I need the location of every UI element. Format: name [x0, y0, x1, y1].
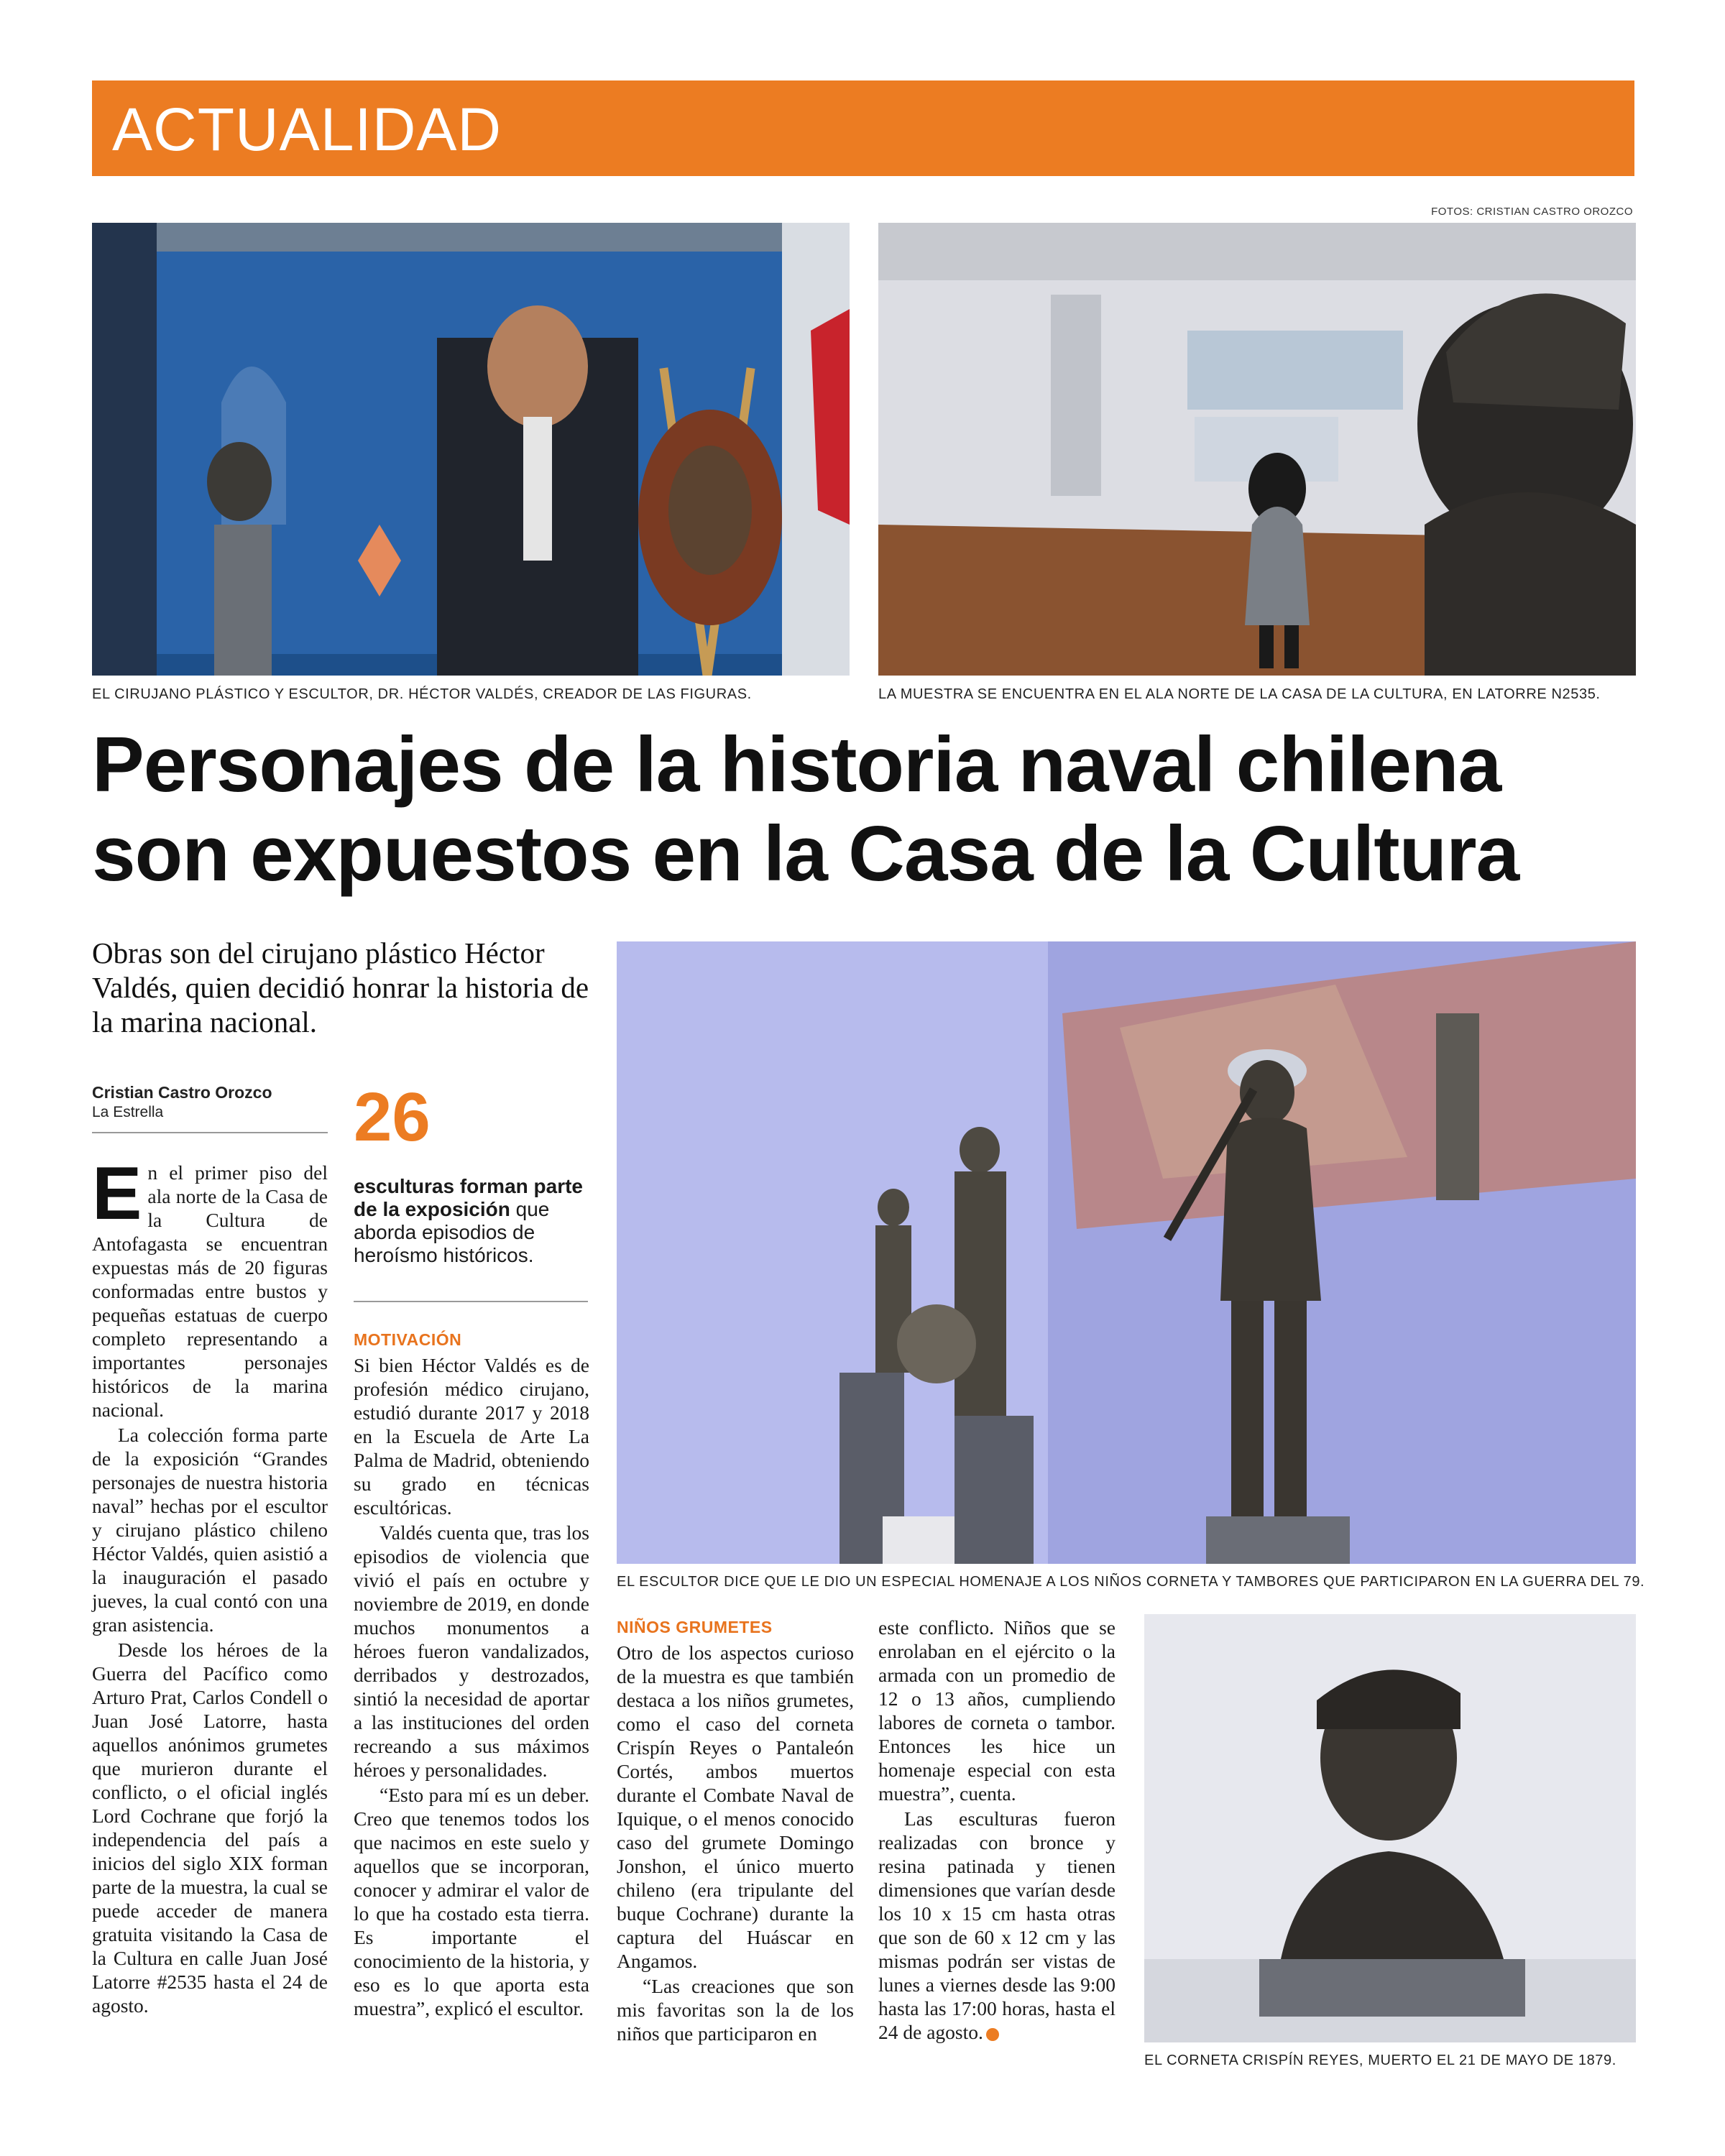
paragraph: Otro de los aspectos curioso de la muestra es que también destaca a los niños grumetes, como el caso del corneta Crispín Reyes o Pantaleón Cortés, ambos muertos durante el Combate Naval de Iquique, o el menos conocido caso del grumete Domingo Jonshon, el único muerto chileno (era tripulante del buque Cochrane) durante la captura del Huáscar en Angamos.	[617, 1641, 854, 1972]
byline-outlet: La Estrella	[92, 1104, 164, 1120]
byline-divider	[92, 1132, 328, 1133]
photo-sculptor-portrait	[92, 223, 850, 676]
headline-line-2: son expuestos en la Casa de la Cultura	[92, 810, 1519, 898]
paragraph	[92, 1152, 328, 1422]
photo-bust-crispin-reyes	[1144, 1614, 1636, 2042]
fact-text-bold: esculturas forman parte de la exposición	[354, 1175, 583, 1220]
photo-sculptures-display	[617, 941, 1636, 1564]
fact-box	[354, 1079, 588, 1267]
article-column-3	[617, 1616, 854, 2047]
paragraph: “Esto para mí es un deber. Creo que tenemos todos los que nacimos en este suelo y aquellos que se incorporan, conocer y admirar el valor de lo que ha costado esta tierra. Es importante el conocimiento de la historia, y eso es lo que aporta esta muestra”, explicó el escultor.	[354, 1784, 589, 2019]
section-subtitle-ninos-grumetes: NIÑOS GRUMETES	[617, 1618, 773, 1636]
paragraph: este conflicto. Niños que se enrolaban en el ejército o la armada con un promedio de 12 o 13 años, cumpliendo labores de corneta o tambor. Entonces les hice un homenaje especial con esta muestra”, cuenta.	[878, 1616, 1116, 1805]
paragraph: La colección forma parte de la exposición “Grandes personajes de nuestra historia naval” hechas por el escultor y cirujano plástico chileno Héctor Valdés, quien asistió a la inauguración el pasado jueves, la cual contó con una gran asistencia.	[92, 1424, 328, 1636]
paragraph: Si bien Héctor Valdés es de profesión médico cirujano, estudió durante 2017 y 2018 en la Escuela de Arte La Palma de Madrid, obteniendo su grado en técnicas escultóricas.	[354, 1354, 589, 1519]
paragraph: Valdés cuenta que, tras los episodios de violencia que vivió el país en octubre y noviembre de 2019, en donde muchos monumentos a héroes fueron vandalizados, derribados y destrozados, sintió la necesidad de aportar a las instituciones del orden recreando a sus máximos héroes y personalidades.	[354, 1521, 589, 1781]
fact-number: 26	[354, 1079, 431, 1156]
byline-name: Cristian Castro Orozco	[92, 1083, 272, 1102]
caption-bottom-right: EL CORNETA CRISPÍN REYES, MUERTO EL 21 DE MAYO DE 1879.	[1144, 2053, 1616, 2068]
fact-text-rest: que aborda episodios de heroísmo históricos.	[354, 1198, 550, 1266]
caption-top-left: EL CIRUJANO PLÁSTICO Y ESCULTOR, DR. HÉCTOR VALDÉS, CREADOR DE LAS FIGURAS.	[92, 686, 752, 702]
paragraph	[878, 1807, 1116, 2044]
subheadline: Obras son del cirujano plástico Héctor Valdés, quien decidió honrar la historia de la marina nacional.	[92, 936, 589, 1038]
article-column-1	[92, 1152, 328, 2019]
paragraph: “Las creaciones que son mis favoritas son la de los niños que participaron en	[617, 1975, 854, 2045]
end-of-article-icon	[986, 2028, 999, 2041]
paragraph-text: n el primer piso del ala norte de la Casa de la Cultura de Antofagasta se encuentran expuestas más de 20 figuras conformadas entre bustos y pequeñas estatuas de cuerpo completo representando a importantes personajes históricos de la marina nacional.	[92, 1161, 328, 1421]
drop-cap: E	[92, 1152, 142, 1235]
caption-middle: EL ESCULTOR DICE QUE LE DIO UN ESPECIAL HOMENAJE A LOS NIÑOS CORNETA Y TAMBORES QUE PARTICIPARON EN LA GUERRA DEL 79.	[617, 1574, 1645, 1590]
photo-credit: FOTOS: CRISTIAN CASTRO OROZCO	[1431, 206, 1633, 218]
paragraph: Desde los héroes de la Guerra del Pacífico como Arturo Prat, Carlos Condell o Juan José Latorre, hasta aquellos anónimos grumetes que murieron durante el conflicto, o el oficial inglés Lord Cochrane que forjó la independencia del país a inicios del siglo XIX forman parte de la muestra, la cual se puede acceder de manera gratuita visitando la Casa de la Cultura en calle Juan José Latorre #2535 hasta el 24 de agosto.	[92, 1639, 328, 2017]
section-subtitle-motivacion: MOTIVACIÓN	[354, 1330, 462, 1349]
section-label: ACTUALIDAD	[112, 96, 502, 163]
fact-text	[354, 1175, 588, 1267]
headline-line-1: Personajes de la historia naval chilena	[92, 721, 1501, 808]
headline	[92, 720, 1637, 898]
fact-box-divider	[354, 1301, 588, 1302]
article-column-2	[354, 1328, 589, 2022]
section-banner	[92, 80, 1634, 176]
paragraph-text: Las esculturas fueron realizadas con bronce y resina patinada y tienen dimensiones que varían desde los 10 x 15 cm hasta otras que son de 60 x 12 cm y las mismas podrán ser vistas de lunes a viernes desde las 9:00 hasta las 17:00 horas, hasta el 24 de agosto.	[878, 1807, 1116, 2043]
caption-top-right: LA MUESTRA SE ENCUENTRA EN EL ALA NORTE DE LA CASA DE LA CULTURA, EN LATORRE N2535.	[878, 686, 1601, 702]
article-column-4	[878, 1616, 1116, 2045]
photo-exhibition-room	[878, 223, 1636, 676]
